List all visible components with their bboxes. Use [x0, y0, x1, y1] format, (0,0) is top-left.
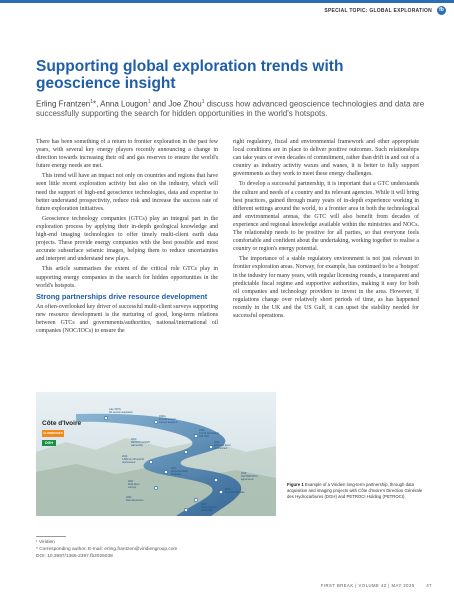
page-number: 47	[426, 583, 432, 588]
milestone-label: Late 1970s 2D seismic acquisition	[109, 408, 133, 414]
standfirst-text: discuss how advanced geoscience technologies and data are successfully supporting the search for hidden opportunities in the world's hotspots.	[36, 99, 425, 118]
milestone-label: 2009 Approved fiscal environment	[214, 441, 231, 450]
header-rule	[0, 0, 454, 3]
milestone-label: 2025 New long-term partnership	[201, 503, 217, 512]
author-names: Erling Frantzen	[36, 99, 91, 109]
footnote-affiliation: ¹ Viridien	[36, 540, 55, 545]
milestone-label: 2017 Response Bank Programs	[171, 467, 188, 476]
footnote-rule	[36, 536, 66, 537]
paragraph: To develop a successful partnership, it is important that a GTC understands the culture and needs of a country and its relevant agencies. While it will bring best practices, gained through many years of in-depth experience working in different settings around the world, to a frontier area in both the technological and environmental arenas, the GTC will also benefit from decades of experience and regional knowledge available within the ministries and NOCs. The relationship needs to be positive for all parties, so that everyone feels comfortable and confident about the undertaking, working together to realise a country or region's energy potential.	[233, 181, 419, 253]
dgh-logo	[42, 440, 56, 446]
standfirst: Erling Frantzen$^1$*, Anna Lougon$^1$ and Joe Zhou$^1$ discuss how advanced geoscience technologies and data are successfully supporting the search for hidden opportunities in the world's hotspots.	[36, 99, 425, 118]
timeline-illustration	[36, 392, 276, 516]
paragraph: right regulatory, fiscal and environmental framework and other appropriate local conditions are in place to deliver positive outcomes. Such relationships can take years or even decades of commitment, rather than drift in and out of a country as industry activity waxes and wanes, it is better to fully support governments as they work to meet these energy challenges.	[233, 139, 419, 178]
journal-logo-icon: fb	[437, 6, 446, 15]
dgh-logo-label: DGH	[45, 441, 53, 445]
milestone-label: 2022 Extensive 3D data	[225, 488, 245, 494]
paragraph: There has been something of a return to frontier exploration in the past few years, with several key energy players recently announcing a change in direction towards increasing their oil and gas reserves to ensure the world's future energy needs are met.	[36, 139, 218, 170]
ci-energies-logo	[42, 430, 64, 437]
special-topic-label: SPECIAL TOPIC: GLOBAL EXPLORATION	[324, 8, 432, 14]
milestone-label: 2024 New discoveries	[126, 496, 144, 502]
footnote-doi: DOI: 10.3997/1365-2397.fb2025038	[36, 554, 113, 559]
author-names-3: and Joe Zhou	[150, 99, 202, 109]
article-title: Supporting global exploration trends with geoscience insight	[36, 58, 344, 92]
paragraph: Geoscience technology companies (GTCs) play an integral part in the exploration process by applying their in-depth geological knowledge and high-end imaging technologies to offer timely multi-client earth data projects. These provide energy companies with the best possible and most accurate subsurface seismic images, helping them to reduce uncertainties and interpret and understand new plays.	[36, 215, 218, 263]
body-column-left	[36, 138, 218, 363]
milestone-label: 2014 4,500 km 2D seismic reprocessed	[122, 455, 145, 464]
milestone-label: 2021 Multi-client surveys	[128, 480, 140, 489]
footnote-corresponding: * Corresponding author, E-mail: erling.frantzen@viridiengroup.com	[36, 547, 178, 552]
page-footer	[321, 583, 432, 588]
figure-caption	[287, 482, 427, 500]
ci-energies-logo-label: CI-ENERGIES	[43, 431, 63, 435]
paragraph: The importance of a stable regulatory environment is not just relevant to frontier exploration areas. Norway, for example, has continued to be a 'hotspot' in the industry for many years, with regular licensing rounds, a transparent and predictable fiscal regime and supportive authorities, making it easy for both oil companies and technology providers to invest in the area. However, if regulations change over relatively short periods of time, as has happened recently in the UK and the US Gulf, it can upset the stability needed for successful operations.	[233, 256, 419, 319]
milestone-label: 2019 DGH/PETROCI agreements	[241, 472, 258, 481]
caption-text: Example of a Viridien long-term partnership, through data acquisition and imaging projects with Côte d'Ivoire's Direction Générale des Hydrocarbures (DGH) and PETROCI Holding (PETROCI).	[287, 482, 423, 499]
figure-country-label: Côte d'Ivoire	[42, 420, 82, 427]
section-heading: Strong partnerships drive resource development	[36, 291, 208, 301]
paragraph: This trend will have an impact not only on countries and regions that have seen little recent exploration activity but also on the industry, which will need the support of high-end geoscience technologies, data and expertise to better understand prospectivity, reduce risk and increase the success rate of future exploration initiatives.	[36, 173, 218, 212]
figure-timeline	[36, 392, 276, 516]
paragraph: An often-overlooked key driver of successful multi-client surveys supporting new resource development is the nurturing of good, long-term relations between GTCs and governments/authorities, national/international oil companies (NOC/IOCs) to ensure the	[36, 303, 218, 334]
milestone-label: 1999 CI-104 partnership with Ohio	[199, 429, 219, 438]
journal-info: FIRST BREAK | VOLUME 43 | MAY 2025	[320, 583, 415, 588]
body-column-right	[233, 138, 419, 350]
author-names-2: *, Anna Lougon	[93, 99, 148, 109]
milestone-label: 2010 PETROCI & DGH partnership	[131, 438, 150, 447]
caption-label: Figure 1	[287, 482, 304, 487]
milestone-label: 1990s First 3D seismic surveys acquired	[159, 415, 178, 424]
paragraph: This article summarises the extent of the critical role GTCs play in supporting energy companies in the search for hidden opportunities in the world's hotspots.	[36, 266, 218, 289]
